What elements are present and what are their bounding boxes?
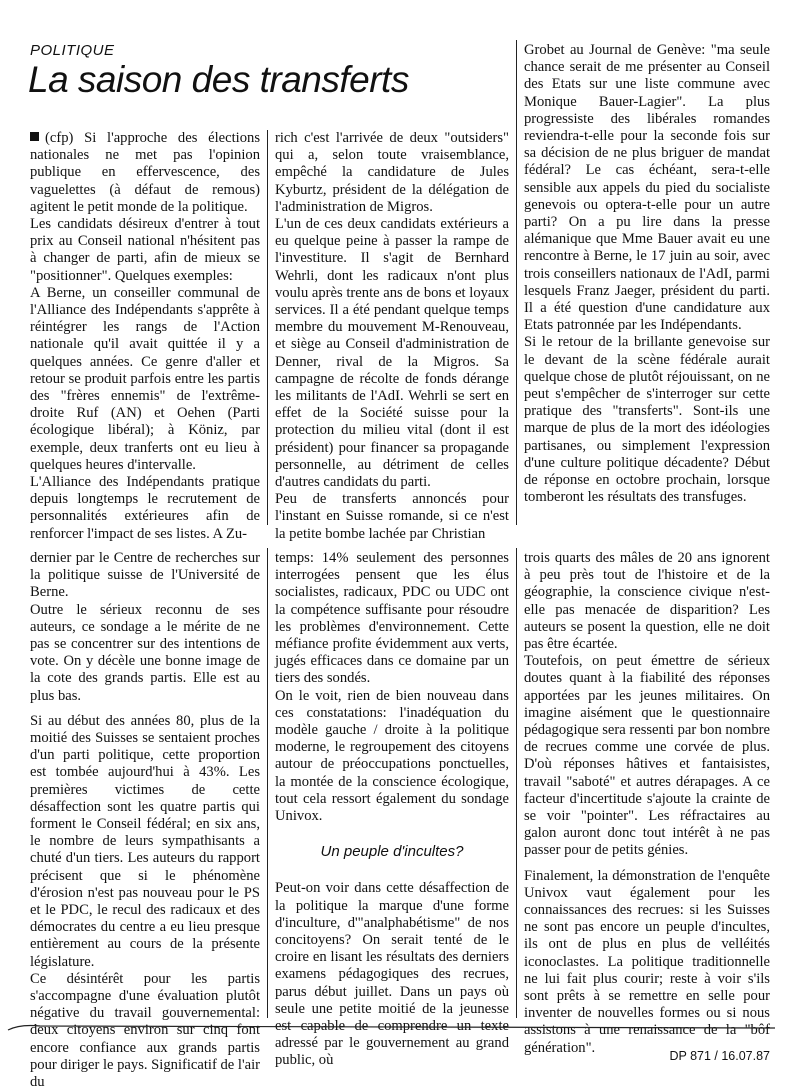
paragraph: Si au début des années 80, plus de la moitié des Suisses se sentaient proches d'un parti politique, cette proportion est tombée aujourd'hui à 43%. Les premières victimes de cette désaffection sont les quatre partis qui forment le Conseil fédéral; en six ans, le nombre de leurs sympathisants a chuté d'un tiers. Les auteurs du rapport précisent que si le phénomène d'érosion n'est pas nouveau pour le PS et le PDC, le recul des radicaux et des démocrates du centre a eu lieu presque entièrement au cours de la présente législature.	[30, 712, 260, 970]
paragraph: Si le retour de la brillante genevoise sur le devant de la scène fédérale aurait quelque chose de plutôt réjouissant, on ne peut s'empêcher de s'interroger sur cette pratique des "transferts". Sont-ils une marque de plus de la mort des idéologies partisanes, ou simplement l'expression d'une culture politique décadente? Début de réponse en octobre prochain, lorsque tomberont les résultats des transfuges.	[524, 334, 770, 506]
bottom-column-1	[30, 550, 260, 1091]
paragraph: On le voit, rien de bien nouveau dans ces constatations: l'inadéquation du modèle gauche / droite à la politique moderne, le regroupement des citoyens autour de préoccupations ponctuelles, la montée de la conscience écologique, tout cela ressort également du sondage Univox.	[275, 687, 509, 825]
paragraph-bullet-icon	[30, 132, 39, 141]
top-column-1	[30, 130, 260, 543]
paragraph: Peut-on voir dans cette désaffection de la politique la marque d'une forme d'inculture, d'"analphabétisme" de nos concitoyens? On serait tenté de le croire en lisant les résultats des derniers examens pédagogiques des recrues, parus début juillet. Dans un pays où seule une petite moitié de la jeunesse est capable de comprendre un texte adressé par le gouvernement au grand public, où	[275, 880, 509, 1069]
paragraph: Toutefois, on peut émettre de sérieux doutes quant à la fiabilité des réponses apportées par les jeunes militaires. On imagine aisément que le questionnaire pédagogique sera ressenti par bon nombre de recrues comme une corvée de plus. D'où réponses hâtives et fantaisistes, travail "saboté" et autres dérapages. A ce facteur d'incertitude s'ajoute la crainte de se voir "pointer". Les réfractaires au galon auront donc tout intérêt à ne pas passer pour de petits génies.	[524, 653, 770, 859]
paragraph: L'Alliance des Indépendants pratique depuis longtemps le recrutement de personnalités extérieures afin de renforcer l'impact de ses listes. A Zu-	[30, 474, 260, 542]
column-divider	[267, 130, 268, 525]
paragraph: dernier par le Centre de recherches sur la politique suisse de l'Université de Berne.	[30, 550, 260, 601]
paragraph: L'un de ces deux candidats extérieurs a eu quelque peine à passer la rampe de l'investiture. Il s'agit de Bernhard Wehrli, dont les radicaux n'ont plus voulu après trente ans de bons et loyaux services. Il a été pendant quelque temps membre du mouvement M-Renouveau, et siège au Conseil d'administration de Denner, rival de la Migros. Sa campagne de récolte de fonds dérange les militants de l'AdI. Wehrli se sert en effet de la Société suisse pour la protection du milieu vital (dont il est président) pour financer sa propagande personnelle, au détriment de celles d'autres candidats du parti.	[275, 216, 509, 491]
bottom-column-2	[275, 550, 509, 1070]
paragraph: Ce désintérêt pour les partis s'accompagne d'une évaluation plutôt négative du travail gouvernemental: deux citoyens environ sur cinq font encore confiance aux grands partis pour diriger le pays. Significatif de l'air du	[30, 970, 260, 1091]
paragraph: trois quarts des mâles de 20 ans ignorent à peu près tout de l'histoire et de la géographie, la conscience civique n'est-elle pas menacée de disparition? Les auteurs se posent la question, elle ne doit pas être écartée.	[524, 550, 770, 653]
top-column-2	[275, 130, 509, 543]
paragraph: Outre le sérieux reconnu de ses auteurs, ce sondage a le mérite de ne pas se concentrer sur des intentions de vote. On y décèle une bonne image de la cote des grands partis. Elle est au plus bas.	[30, 601, 260, 704]
column-divider	[516, 548, 517, 1018]
issue-footer: DP 871 / 16.07.87	[669, 1049, 770, 1063]
paragraph: (cfp) Si l'approche des élections nationales ne met pas l'opinion publique en effervescence, des vaguelettes (à défaut de remous) agitent le petit monde de la politique.	[30, 130, 260, 215]
paragraph: A Berne, un conseiller communal de l'Alliance des Indépendants s'apprête à réintégrer les rangs de l'Action nationale qu'il avait quittée il y a quelques années. Ce genre d'aller et retour se produit parfois entre les partis des "frères ennemis" de l'extrême-droite Ruf (AN) et Oehen (Parti écologique libéral); à Köniz, par exemple, deux tranferts ont eu lieu à quelques heures d'intervalle.	[30, 284, 260, 473]
article-headline: La saison des transferts	[28, 59, 409, 100]
paragraph: temps: 14% seulement des personnes interrogées pensent que les élus socialistes, radicaux, PDC ou UDC ont la compétence suffisante pour résoudre les problèmes d'environnement. Cette méfiance profite évidemment aux verts, jugés efficaces dans ce domaine par un tiers des sondés.	[275, 550, 509, 687]
section-rubric: POLITIQUE	[30, 42, 115, 59]
bottom-rule	[0, 1018, 800, 1038]
paragraph: Peu de transferts annoncés pour l'instant en Suisse romande, si ce n'est la petite bombe lachée par Christian	[275, 491, 509, 542]
paragraph: Finalement, la démonstration de l'enquête Univox vaut également pour les connaissances des recrues: si les Suisses ne sont pas encore un peuple d'incultes, ils ont de plus en plus de velléités iconoclastes. La politique traditionnelle ne lui fait plus courir; reste à voir s'ils sont prêts à se remettre en selle pour inventer de nouvelles formes ou si nous assistons à une renaissance de la "bôf génération".	[524, 867, 770, 1056]
paragraph: Grobet au Journal de Genève: "ma seule chance serait de me présenter au Conseil des Etats sur une liste commune avec Monique Bauer-Lagier". La plus progressiste des libérales romandes reviendra-t-elle pour la seconde fois sur sa décision de ne plus briguer de mandat fédéral? Le cas échéant, sera-t-elle sensible aux appels du pied du socialiste genevois ou optera-t-elle pour un autre parti? On a pu lire dans la presse alémanique que Mme Bauer avait eu une rencontre à Berne, le 17 juin au soir, avec trois conseillers nationaux de l'AdI, parmi lesquels Franz Jaeger, président du parti. Il a été question d'une candidature aux Etats patronnée par les Indépendants.	[524, 42, 770, 334]
column-divider	[516, 40, 517, 525]
paragraph: rich c'est l'arrivée de deux "outsiders" qui a, selon toute vraisemblance, empêché la candidature de Jules Kyburtz, président de la délégation de l'administration de Migros.	[275, 130, 509, 215]
column-divider	[267, 548, 268, 1018]
paragraph: Les candidats désireux d'entrer à tout prix au Conseil national n'hésitent pas à changer de parti, afin de mieux se "positionner". Quelques exemples:	[30, 216, 260, 284]
bottom-column-3	[524, 550, 770, 1057]
top-column-3	[524, 42, 770, 506]
section-subheading: Un peuple d'incultes?	[320, 843, 464, 861]
